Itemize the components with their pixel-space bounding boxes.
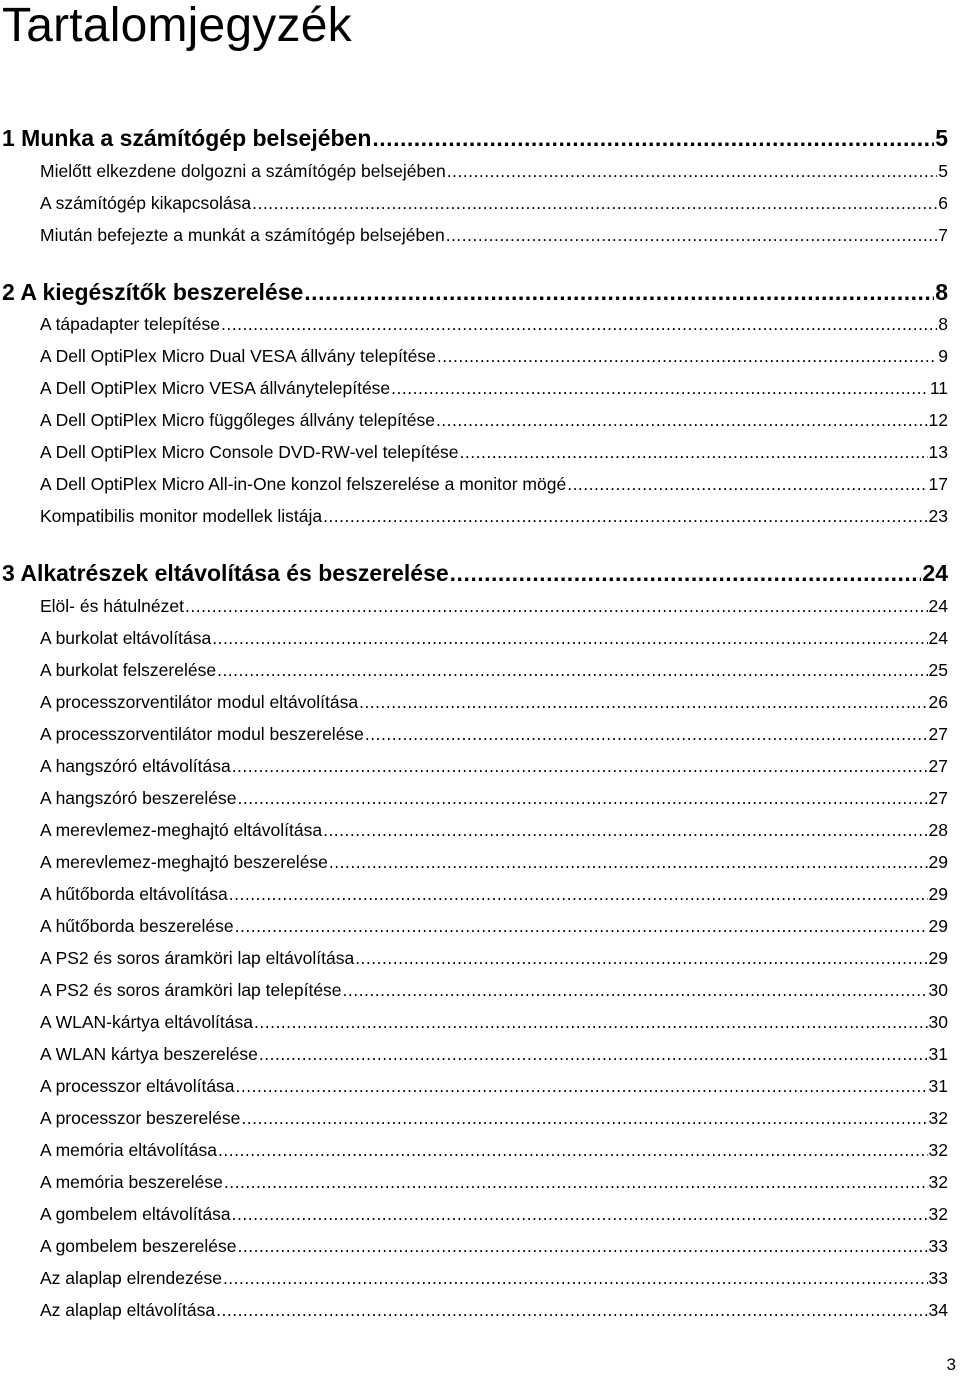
toc-entry-page: 30 [928,1012,948,1032]
toc-leader-dots [254,1009,928,1035]
toc-entry-label: A WLAN-kártya eltávolítása [40,1012,253,1032]
toc-entry[interactable] [40,913,948,939]
toc-entry-label: Mielőtt elkezdene dolgozni a számítógép belsejében [40,161,446,181]
toc-entry[interactable] [40,1265,948,1291]
toc-leader-dots [460,439,928,465]
toc-entry-page: 31 [928,1044,948,1064]
toc-entry-page: 32 [928,1108,948,1128]
toc-entry-label: A számítógép kikapcsolása [40,193,252,213]
toc-leader-dots [232,753,928,779]
toc-entry-label: Miután befejezte a munkát a számítógép belsejében [40,225,445,245]
toc-entry-label: A WLAN kártya beszerelése [40,1044,258,1064]
toc-entry-page: 32 [928,1140,948,1160]
toc-entry[interactable] [40,1137,948,1163]
toc-leader-dots [235,913,928,939]
toc-entry-page: 7 [938,225,948,245]
toc-entry-page: 30 [928,980,948,1000]
toc-entry-label: Elöl- és hátulnézet [40,596,184,616]
toc-entry-page: 5 [935,125,948,151]
toc-entry-page: 33 [928,1236,948,1256]
toc-entry[interactable] [40,190,948,216]
page-title: Tartalomjegyzék [2,0,352,52]
toc-entry-label: A merevlemez-meghajtó eltávolítása [40,820,323,840]
toc-leader-dots [216,1297,927,1323]
toc-entry-label: 1 Munka a számítógép belsejében [2,125,372,151]
toc-entry[interactable] [40,1201,948,1227]
toc-entry[interactable] [40,1297,948,1323]
toc-leader-dots [391,375,929,401]
toc-entry-label: A memória eltávolítása [40,1140,218,1160]
toc-leader-dots [224,1169,928,1195]
toc-entry-page: 6 [938,193,948,213]
toc-entry-page: 13 [928,442,948,462]
toc-leader-dots [447,158,938,184]
toc-entry[interactable] [40,503,948,529]
toc-entry-page: 32 [928,1172,948,1192]
toc-entry-page: 24 [922,560,948,586]
toc-entry[interactable] [40,375,948,401]
toc-leader-dots [323,817,927,843]
toc-leader-dots [221,311,937,337]
toc-entry-page: 11 [929,378,948,398]
toc-entry-page: 24 [928,596,948,616]
toc-entry[interactable] [40,311,948,337]
toc-entry[interactable] [40,849,948,875]
toc-entry-label: A processzor eltávolítása [40,1076,235,1096]
toc-entry-page: 28 [928,820,948,840]
toc-entry-page: 34 [928,1300,948,1320]
toc-entry-page: 5 [938,161,948,181]
toc-entry-label: A gombelem beszerelése [40,1236,237,1256]
toc-chapter-1[interactable] [2,123,948,153]
toc-leader-dots [355,945,927,971]
toc-entry-page: 26 [928,692,948,712]
toc-entry-page: 29 [928,884,948,904]
toc-entry[interactable] [40,721,948,747]
toc-entry[interactable] [40,625,948,651]
toc-entry-page: 8 [935,279,948,305]
toc-entry-label: A merevlemez-meghajtó beszerelése [40,852,328,872]
toc-entry-page: 27 [928,788,948,808]
toc-leader-dots [259,1041,928,1067]
toc-entry[interactable] [40,977,948,1003]
toc-entry[interactable] [40,817,948,843]
toc-entry-label: Kompatibilis monitor modellek listája [40,506,323,526]
toc-entry[interactable] [40,945,948,971]
toc-entry[interactable] [40,1169,948,1195]
toc-entry[interactable] [40,657,948,683]
toc-leader-dots [218,1137,928,1163]
toc-entry-label: A processzorventilátor modul eltávolítása [40,692,359,712]
toc-entry-page: 29 [928,916,948,936]
toc-entry-label: A Dell OptiPlex Micro Dual VESA állvány telepítése [40,346,436,366]
toc-entry-label: A tápadapter telepítése [40,314,220,334]
toc-leader-dots [372,123,934,153]
toc-entry-page: 25 [928,660,948,680]
toc-leader-dots [217,657,927,683]
toc-entry-label: A burkolat felszerelése [40,660,217,680]
toc-entry-label: A burkolat eltávolítása [40,628,212,648]
toc-entry-page: 32 [928,1204,948,1224]
toc-entry-label: A processzor beszerelése [40,1108,241,1128]
toc-entry-label: A Dell OptiPlex Micro Console DVD-RW-vel telepítése [40,442,459,462]
toc-entry-label: A PS2 és soros áramköri lap telepítése [40,980,342,1000]
toc-entry-page: 12 [928,410,948,430]
toc-leader-dots [212,625,927,651]
toc-entry-label: A hangszóró eltávolítása [40,756,231,776]
toc-entry-label: 2 A kiegészítők beszerelése [2,279,304,305]
toc-entry[interactable] [40,407,948,433]
toc-entry-label: A memória beszerelése [40,1172,223,1192]
toc-leader-dots [567,471,927,497]
toc-leader-dots [238,1233,928,1259]
toc-entry-label: A Dell OptiPlex Micro függőleges állvány telepítése [40,410,435,430]
toc-leader-dots [185,593,928,619]
toc-entry[interactable] [40,1105,948,1131]
toc-entry[interactable] [40,1041,948,1067]
toc-entry[interactable] [40,1009,948,1035]
toc-entry-page: 17 [928,474,948,494]
toc-leader-dots [365,721,928,747]
toc-leader-dots [304,277,934,307]
toc-entry-page: 9 [938,346,948,366]
toc-entry-label: 3 Alkatrészek eltávolítása és beszerelése [2,560,449,586]
toc-entry[interactable] [40,785,948,811]
toc-entry-page: 8 [938,314,948,334]
toc-leader-dots [329,849,928,875]
toc-entry-label: A hűtőborda eltávolítása [40,884,228,904]
toc-leader-dots [343,977,928,1003]
toc-entry[interactable] [40,881,948,907]
toc-entry-label: A PS2 és soros áramköri lap eltávolítása [40,948,355,968]
toc-entry-label: A processzorventilátor modul beszerelése [40,724,364,744]
toc-entry-page: 27 [928,756,948,776]
toc-entry[interactable] [40,343,948,369]
page-number: 3 [946,1355,956,1374]
toc-entry[interactable] [40,471,948,497]
toc-entry-label: Az alaplap elrendezése [40,1268,222,1288]
toc-leader-dots [450,558,922,588]
toc-entry-label: A hangszóró beszerelése [40,788,237,808]
toc-entry[interactable] [40,1073,948,1099]
toc-leader-dots [241,1105,927,1131]
toc-entry-label: A hűtőborda beszerelése [40,916,234,936]
toc-entry[interactable] [40,158,948,184]
toc-leader-dots [323,503,927,529]
toc-leader-dots [252,190,937,216]
toc-entry[interactable] [40,1233,948,1259]
toc-entry[interactable] [40,439,948,465]
toc-chapter-3[interactable] [2,558,948,588]
toc-chapter-2[interactable] [2,277,948,307]
toc-entry-page: 33 [928,1268,948,1288]
toc-leader-dots [232,1201,928,1227]
toc-leader-dots [236,1073,928,1099]
toc-entry-page: 29 [928,852,948,872]
toc-entry-page: 31 [928,1076,948,1096]
toc-leader-dots [446,222,938,248]
toc-leader-dots [223,1265,928,1291]
toc-entry[interactable] [40,753,948,779]
toc-entry-label: A Dell OptiPlex Micro VESA állványtelepítése [40,378,391,398]
toc-entry-page: 29 [928,948,948,968]
toc-leader-dots [359,689,927,715]
toc-leader-dots [229,881,928,907]
toc-entry-label: Az alaplap eltávolítása [40,1300,216,1320]
toc-entry-page: 24 [928,628,948,648]
toc-leader-dots [238,785,928,811]
toc-entry-page: 27 [928,724,948,744]
toc-entry-label: A gombelem eltávolítása [40,1204,231,1224]
toc-entry[interactable] [40,689,948,715]
toc-entry[interactable] [40,593,948,619]
toc-entry-page: 23 [928,506,948,526]
toc-leader-dots [437,343,937,369]
toc-leader-dots [436,407,928,433]
toc-entry[interactable] [40,222,948,248]
toc-entry-label: A Dell OptiPlex Micro All-in-One konzol felszerelése a monitor mögé [40,474,567,494]
